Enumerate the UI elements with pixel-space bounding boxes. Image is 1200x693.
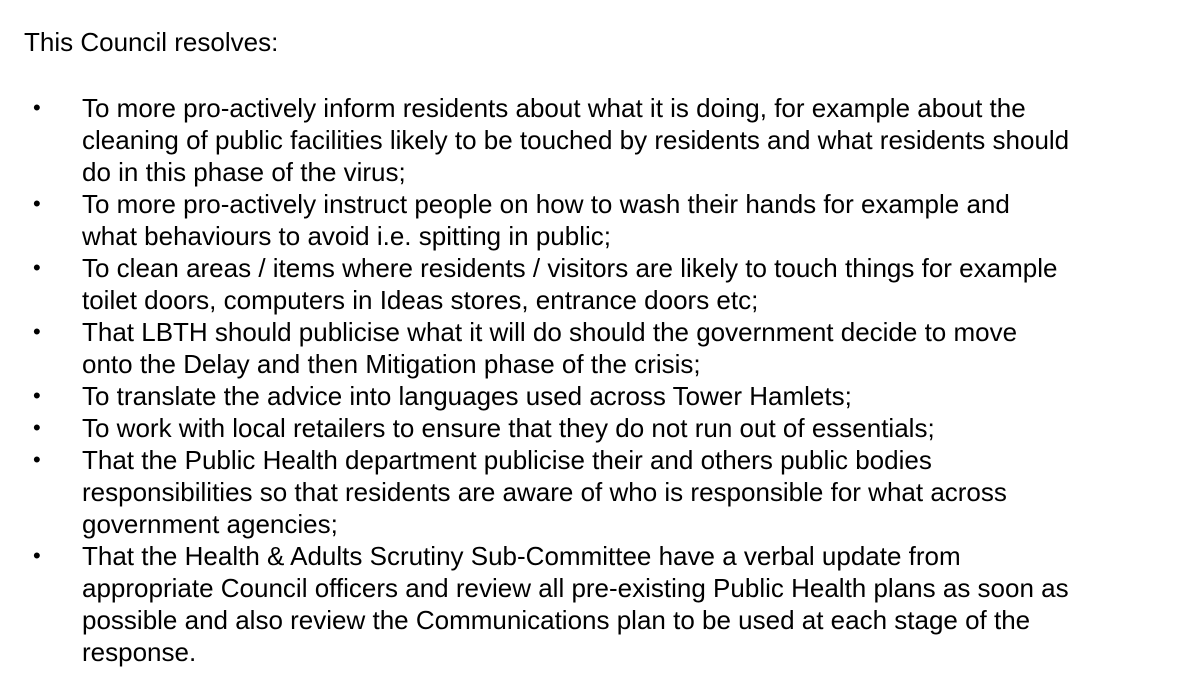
resolution-text-line: toilet doors, computers in Ideas stores, entrance doors etc; — [82, 285, 759, 315]
resolution-text-line: To translate the advice into languages used across Tower Hamlets; — [82, 381, 852, 411]
resolution-item — [0, 412, 1162, 444]
resolution-text-line: cleaning of public facilities likely to be touched by residents and what residents should — [82, 125, 1070, 155]
resolutions-list — [0, 92, 1200, 668]
resolution-item — [0, 444, 1162, 540]
resolution-text-line: appropriate Council officers and review all pre-existing Public Health plans as soon as — [82, 573, 1069, 603]
bullet-icon: • — [33, 447, 41, 472]
resolution-text-line: To more pro-actively instruct people on how to wash their hands for example and — [82, 189, 1010, 219]
resolution-text-line: That LBTH should publicise what it will do should the government decide to move — [82, 317, 1018, 347]
resolution-text-line: To more pro-actively inform residents about what it is doing, for example about the — [82, 93, 1026, 123]
bullet-icon: • — [33, 319, 41, 344]
resolution-item — [0, 316, 1162, 380]
resolution-text-line: That the Public Health department publicise their and others public bodies — [82, 445, 932, 475]
bullet-icon: • — [33, 191, 41, 216]
bullet-icon: • — [33, 383, 41, 408]
resolution-item — [0, 540, 1162, 668]
resolution-item — [0, 92, 1162, 188]
bullet-icon: • — [33, 95, 41, 120]
bullet-icon: • — [33, 415, 41, 440]
resolution-text-line: To work with local retailers to ensure that they do not run out of essentials; — [82, 413, 935, 443]
resolution-text-line: do in this phase of the virus; — [82, 157, 406, 187]
resolution-text-line: what behaviours to avoid i.e. spitting in public; — [82, 221, 611, 251]
resolution-text-line: That the Health & Adults Scrutiny Sub-Committee have a verbal update from — [82, 541, 961, 571]
resolution-item — [0, 252, 1162, 316]
resolution-text-line: onto the Delay and then Mitigation phase of the crisis; — [82, 349, 701, 379]
resolution-text-line: response. — [82, 637, 197, 667]
resolution-text-line: To clean areas / items where residents / visitors are likely to touch things for example — [82, 253, 1058, 283]
resolution-item — [0, 188, 1162, 252]
resolution-text-line: possible and also review the Communications plan to be used at each stage of the — [82, 605, 1031, 635]
resolution-text-line: responsibilities so that residents are aware of who is responsible for what across — [82, 477, 1007, 507]
resolution-text-line: government agencies; — [82, 509, 338, 539]
resolution-item — [0, 380, 1162, 412]
resolution-intro: This Council resolves: — [24, 27, 279, 57]
bullet-icon: • — [33, 543, 41, 568]
bullet-icon: • — [33, 255, 41, 280]
